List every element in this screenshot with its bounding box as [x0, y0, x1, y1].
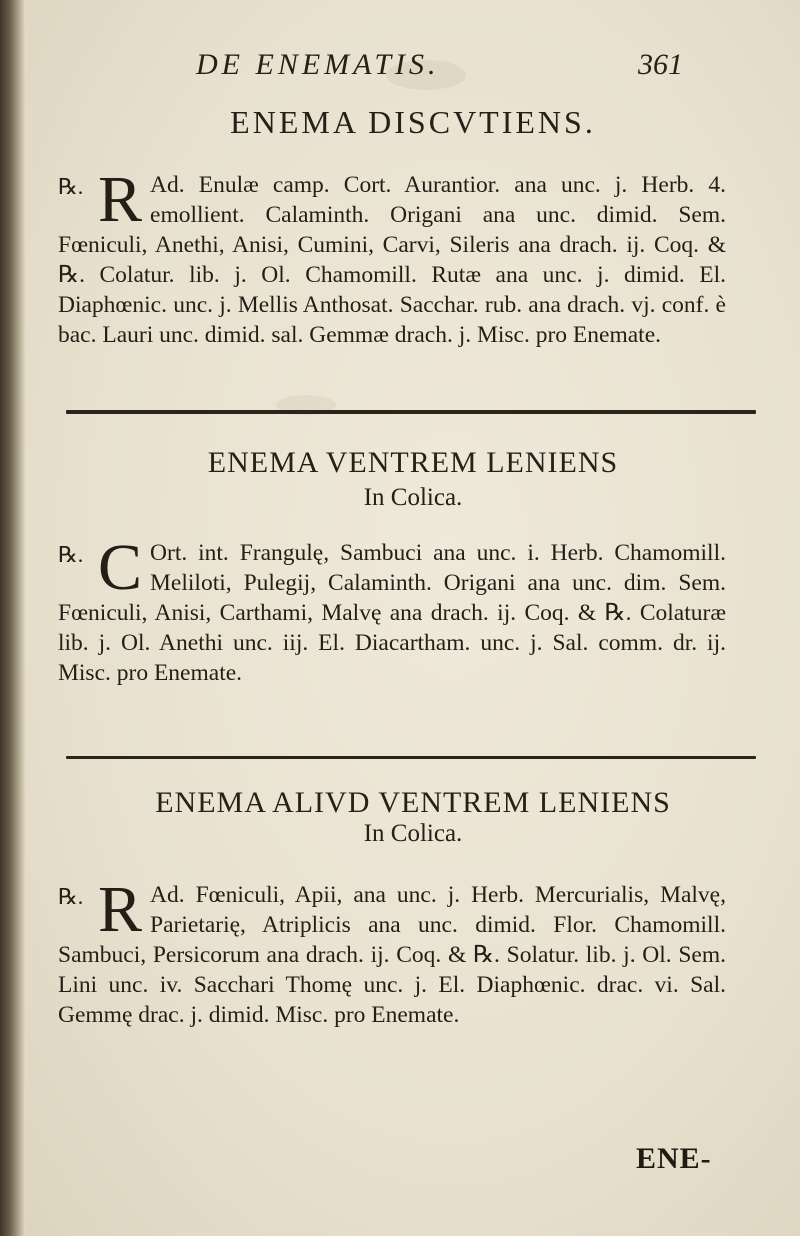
- recipe-text: Ad. Enulæ camp. Cort. Aurantior. ana unc. j. Herb. 4. emollient. Calaminth. Origani ana unc. dimid. Sem. Fœniculi, Anethi, Anisi, Cumini, Carvi, Sileris ana drach. ij. Coq. & ℞. Colatur. lib. j. Ol. Chamomill. Rutæ ana unc. j. dimid. El. Diaphœnic. unc. j. Mellis Anthosat. Sacchar. rub. ana drach. vj. conf. è bac. Lauri unc. dimid. sal. Gemmæ drach. j. Misc. pro Enemate.: [58, 172, 726, 348]
- book-page: [26, 0, 800, 1236]
- drop-cap: R: [98, 163, 143, 236]
- section-subtitle: In Colica.: [363, 484, 463, 511]
- recipe-text: Ad. Fœniculi, Apii, ana unc. j. Herb. Mercurialis, Malvę, Parietarię, Atriplicis ana unc. dimid. Flor. Chamomill. Sambuci, Persicorum ana drach. ij. Coq. & ℞. Solatur. lib. j. Ol. Sem. Lini unc. iv. Sacchari Thomę unc. j. El. Diaphœnic. drac. vi. Sal. Gemmę drac. j. dimid. Misc. pro Enemate.: [58, 882, 726, 1028]
- recipe-symbol: ℞.: [58, 542, 84, 567]
- recipe-block: [58, 163, 726, 350]
- catchword: ENE-: [636, 1142, 712, 1175]
- section-divider: [66, 410, 756, 414]
- recipe-text: Ort. int. Frangulę, Sambuci ana unc. i. Herb. Chamomill. Meliloti, Pulegij, Calaminth. Origani ana unc. dim. Sem. Fœniculi, Anisi, Carthami, Malvę ana drach. ij. Coq. & ℞. Colaturæ lib. j. Ol. Anethi unc. iij. El. Diacartham. unc. j. Sal. comm. dr. ij. Misc. pro Enemate.: [58, 540, 726, 686]
- section-title: ENEMA VENTREM LENIENS: [207, 446, 619, 479]
- section-divider: [66, 756, 756, 759]
- drop-cap: C: [98, 531, 143, 604]
- recipe-block: [58, 873, 726, 1030]
- running-head: DE ENEMATIS.: [196, 48, 440, 81]
- section-title: ENEMA DISCVTIENS.: [230, 104, 596, 140]
- recipe-symbol: ℞.: [58, 174, 84, 199]
- book-spine-shadow: [0, 0, 26, 1236]
- drop-cap: R: [98, 873, 143, 946]
- page-number: 361: [638, 48, 683, 81]
- recipe-symbol: ℞.: [58, 884, 84, 909]
- section-subtitle: In Colica.: [363, 820, 463, 847]
- section-title: ENEMA ALIVD VENTREM LENIENS: [155, 786, 671, 819]
- recipe-block: [58, 531, 726, 688]
